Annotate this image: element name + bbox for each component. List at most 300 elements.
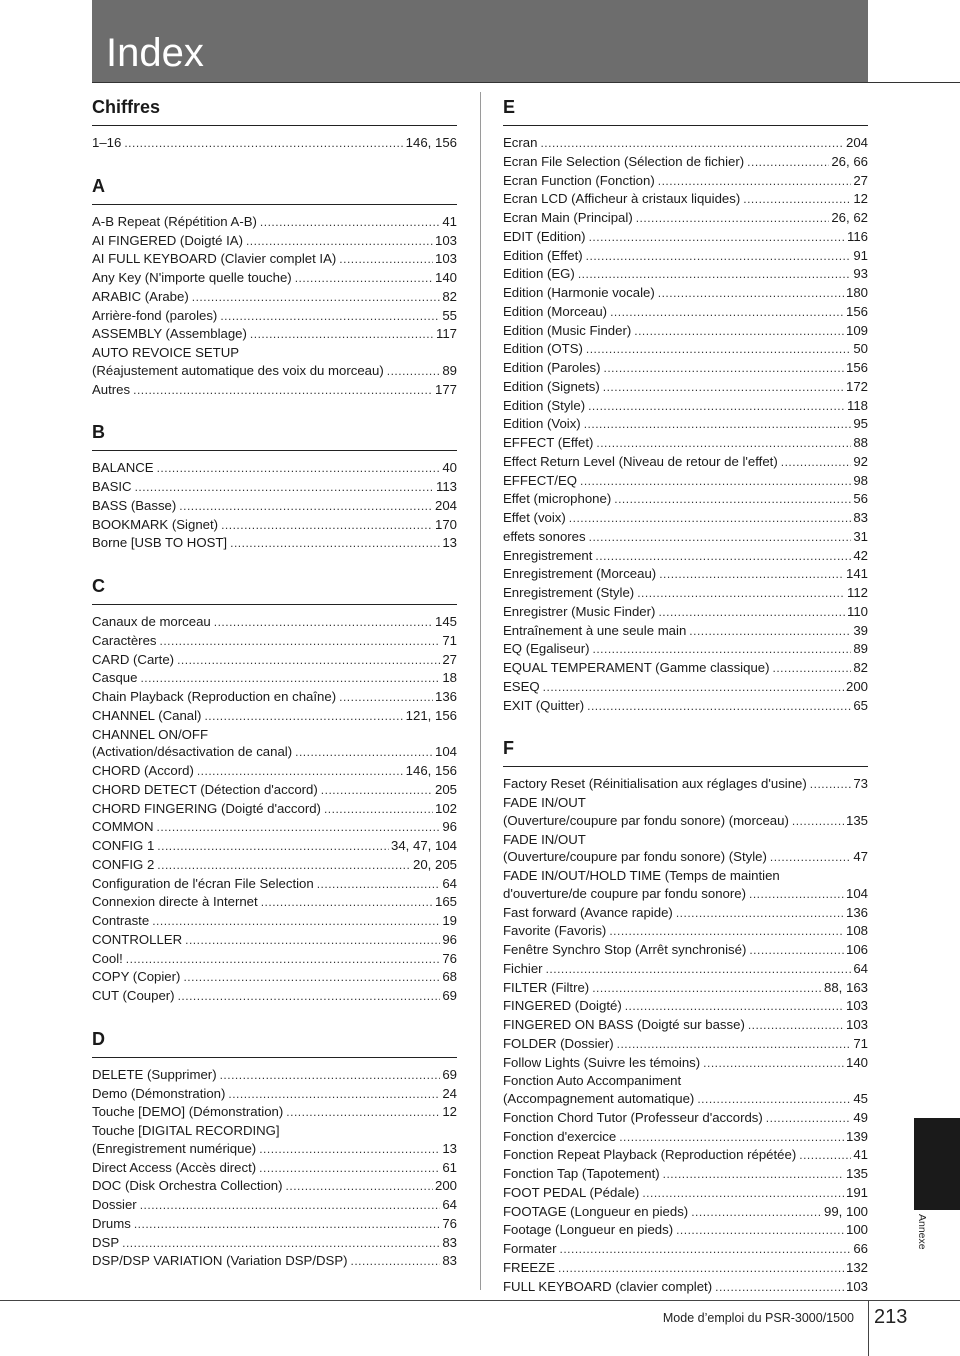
entry-term: Fast forward (Avance rapide) — [503, 904, 673, 920]
entry-page-ref: 76 — [442, 950, 457, 966]
index-entry — [92, 893, 457, 912]
index-entry — [503, 528, 868, 547]
index-entry — [503, 340, 868, 359]
index-entry — [92, 931, 457, 950]
entry-page-ref: 91 — [853, 247, 868, 263]
dot-leader — [619, 1129, 844, 1147]
entry-page-ref: 64 — [442, 875, 457, 891]
entry-term: effets sonores — [503, 528, 586, 544]
entry-term: Ecran LCD (Afficheur à cristaux liquides) — [503, 191, 741, 207]
dot-leader — [634, 323, 844, 341]
entry-page-ref: 69 — [442, 1066, 457, 1082]
index-entry — [503, 1165, 868, 1184]
entry-term: ESEQ — [503, 678, 540, 694]
entry-page-ref: 139 — [845, 1128, 868, 1144]
dot-leader — [324, 801, 433, 819]
entry-page-ref: 19 — [442, 913, 457, 928]
entry-page-ref: 49 — [853, 1109, 868, 1125]
index-entry — [92, 362, 457, 381]
entry-page-ref: 96 — [442, 819, 457, 835]
dot-leader — [157, 857, 411, 875]
index-entry — [503, 134, 868, 153]
entry-page-ref: 18 — [442, 670, 457, 686]
entry-term: Favorite (Favoris) — [503, 923, 607, 939]
section-heading: B — [92, 417, 457, 451]
entry-term: EDIT (Edition) — [503, 228, 586, 244]
entry-term: Entraînement à une seule main — [503, 622, 687, 638]
index-entry — [503, 659, 868, 678]
dot-leader — [584, 416, 852, 434]
entry-term: Casque — [92, 670, 138, 686]
entry-term: Ecran Function (Fonction) — [503, 172, 655, 188]
entry-page-ref: 106 — [845, 942, 868, 957]
dot-leader — [246, 233, 433, 251]
entry-term: CHORD DETECT (Détection d'accord) — [92, 781, 318, 797]
page-title: Index — [106, 31, 204, 75]
manual-title: Mode d’emploi du PSR-3000/1500 — [662, 1311, 854, 1325]
entry-page-ref: 82 — [853, 660, 868, 675]
entry-page-ref: 68 — [442, 969, 457, 985]
section-heading: C — [92, 571, 457, 605]
dot-leader — [220, 308, 440, 326]
entry-term: Arrière-fond (paroles) — [92, 307, 218, 323]
entry-term: (Ouverture/coupure par fondu sonore) (morceau) — [503, 812, 789, 828]
dot-leader — [126, 951, 441, 969]
entry-term: Canaux de morceau — [92, 614, 211, 629]
entry-term: Demo (Démonstration) — [92, 1085, 226, 1101]
dot-leader — [637, 585, 845, 603]
index-entry — [503, 997, 868, 1016]
dot-leader — [658, 604, 845, 622]
dot-leader — [749, 942, 844, 960]
dot-leader — [592, 641, 851, 659]
index-entry-line: Touche [DIGITAL RECORDING] — [92, 1123, 280, 1138]
dot-leader — [122, 1235, 440, 1253]
entry-page-ref: 27 — [442, 651, 457, 667]
dot-leader — [636, 210, 830, 228]
entry-term: Formater — [503, 1241, 557, 1256]
dot-leader — [781, 454, 852, 472]
entry-page-ref: 83 — [853, 510, 868, 525]
dot-leader — [540, 135, 844, 153]
index-entry — [92, 1066, 457, 1085]
entry-term: Enregistrer (Music Finder) — [503, 603, 656, 619]
dot-leader — [642, 1185, 844, 1203]
entry-page-ref: 100 — [845, 1222, 868, 1238]
section-tab-marker — [914, 1118, 960, 1210]
index-entry — [503, 490, 868, 509]
dot-leader — [663, 1166, 844, 1184]
entry-page-ref: 135 — [845, 812, 868, 828]
index-entry — [503, 775, 868, 794]
dot-leader — [703, 1055, 844, 1073]
section-heading: F — [503, 733, 868, 767]
dot-leader — [659, 566, 844, 584]
index-entry-line: CHANNEL ON/OFF — [92, 726, 209, 742]
index-entry — [92, 837, 457, 856]
dot-leader — [387, 363, 441, 381]
index-entry — [92, 818, 457, 837]
entry-page-ref: 136 — [434, 689, 457, 704]
entry-page-ref: 47 — [853, 849, 868, 865]
entry-term: CONFIG 2 — [92, 856, 155, 872]
entry-term: AI FINGERED (Doigté IA) — [92, 232, 243, 248]
entry-page-ref: 26, 66 — [831, 153, 868, 169]
entry-term: Contraste — [92, 913, 150, 928]
index-entry — [503, 1221, 868, 1240]
entry-term: CONFIG 1 — [92, 838, 155, 853]
dot-leader — [250, 326, 434, 344]
entry-page-ref: 156 — [845, 303, 868, 319]
entry-page-ref: 170 — [434, 516, 457, 532]
section-spacer — [503, 715, 868, 733]
entry-page-ref: 71 — [853, 1035, 868, 1051]
entry-page-ref: 121, 156 — [405, 707, 457, 723]
dot-leader — [625, 998, 844, 1016]
entry-page-ref: 112 — [846, 585, 868, 600]
entry-page-ref: 20, 205 — [413, 856, 457, 872]
entry-page-ref: 103 — [845, 998, 868, 1014]
entry-term: Edition (Harmonie vocale) — [503, 285, 655, 300]
entry-term: Footage (Longueur en pieds) — [503, 1222, 674, 1238]
entry-page-ref: 205 — [434, 781, 457, 797]
index-entry — [503, 397, 868, 416]
entry-page-ref: 136 — [845, 904, 868, 920]
entry-page-ref: 200 — [434, 1178, 457, 1194]
dot-leader — [286, 1178, 433, 1196]
entry-term: CHORD FINGERING (Doigté d'accord) — [92, 800, 321, 816]
dot-leader — [295, 270, 433, 288]
index-entry — [92, 781, 457, 800]
dot-leader — [177, 652, 440, 670]
dot-leader — [220, 1067, 441, 1085]
entry-term: Factory Reset (Réinitialisation aux réglages d'usine) — [503, 776, 807, 792]
entry-page-ref: 83 — [442, 1253, 457, 1269]
section-heading: E — [503, 92, 868, 126]
entry-term: Enregistrement (Style) — [503, 585, 635, 600]
entry-page-ref: 103 — [434, 232, 457, 248]
index-entry — [92, 250, 457, 269]
footer-divider — [868, 1300, 869, 1356]
dot-leader — [185, 932, 440, 950]
entry-page-ref: 61 — [442, 1159, 457, 1175]
index-entry — [503, 1035, 868, 1054]
dot-leader — [197, 763, 404, 781]
dot-leader — [586, 248, 852, 266]
index-entry — [503, 153, 868, 172]
entry-term: 1–16 — [92, 135, 122, 150]
entry-term: DOC (Disk Orchestra Collection) — [92, 1178, 283, 1194]
entry-term: AI FULL KEYBOARD (Clavier complet IA) — [92, 251, 337, 267]
dot-leader — [339, 689, 433, 707]
entry-term: BASS (Basse) — [92, 497, 177, 513]
index-entry — [503, 697, 868, 716]
entry-page-ref: 145 — [434, 614, 457, 629]
index-entry — [92, 1140, 457, 1159]
dot-leader — [676, 905, 844, 923]
index-entry — [503, 1259, 868, 1278]
footer-rule — [0, 1300, 960, 1301]
dot-leader — [792, 813, 844, 831]
entry-term: Caractères — [92, 632, 157, 648]
entry-term: CONTROLLER — [92, 931, 183, 947]
entry-term: BALANCE — [92, 460, 154, 476]
entry-term: (Enregistrement numérique) — [92, 1140, 257, 1156]
index-entry — [92, 1159, 457, 1178]
entry-term: FINGERED ON BASS (Doigté sur basse) — [503, 1017, 745, 1032]
index-entry — [92, 875, 457, 894]
index-entry — [92, 762, 457, 781]
entry-term: CUT (Couper) — [92, 988, 175, 1003]
dot-leader — [773, 660, 852, 678]
dot-leader — [748, 1017, 844, 1035]
dot-leader — [157, 838, 389, 856]
dot-leader — [230, 535, 440, 553]
entry-term: DSP — [92, 1234, 120, 1250]
entry-page-ref: 34, 47, 104 — [391, 838, 457, 853]
entry-term: Touche [DEMO] (Démonstration) — [92, 1104, 284, 1120]
dot-leader — [658, 285, 844, 303]
dot-leader — [261, 894, 433, 912]
dot-leader — [228, 1086, 440, 1104]
entry-page-ref: 172 — [845, 378, 868, 394]
entry-term: A-B Repeat (Répétition A-B) — [92, 213, 257, 229]
dot-leader — [715, 1279, 844, 1297]
dot-leader — [157, 460, 441, 478]
dot-leader — [260, 214, 440, 232]
index-entry — [503, 848, 868, 867]
index-entry — [503, 190, 868, 209]
entry-page-ref: 89 — [442, 362, 457, 378]
index-entry — [503, 979, 868, 998]
entry-page-ref: 64 — [853, 960, 868, 976]
entry-page-ref: 24 — [442, 1085, 457, 1101]
entry-term: Enregistrement — [503, 547, 593, 563]
index-header-band — [92, 0, 868, 82]
entry-term: EQ (Egaliseur) — [503, 641, 590, 657]
dot-leader — [140, 670, 440, 688]
index-entry — [92, 459, 457, 478]
entry-page-ref: 12 — [853, 191, 868, 207]
index-entry — [503, 509, 868, 528]
entry-term: FOOT PEDAL (Pédale) — [503, 1184, 640, 1200]
index-entry — [503, 453, 868, 472]
index-entry — [503, 565, 868, 584]
dot-leader — [587, 698, 851, 716]
index-entry — [92, 743, 457, 762]
index-entry — [92, 856, 457, 875]
dot-leader — [810, 776, 852, 794]
entry-term: FINGERED (Doigté) — [503, 998, 622, 1014]
dot-leader — [321, 782, 433, 800]
entry-page-ref: 42 — [853, 547, 868, 563]
dot-leader — [586, 341, 851, 359]
entry-term: Connexion directe à Internet — [92, 894, 258, 910]
entry-page-ref: 39 — [853, 622, 868, 638]
index-entry — [503, 378, 868, 397]
dot-leader — [183, 969, 440, 987]
entry-term: EXIT (Quitter) — [503, 697, 585, 713]
dot-leader — [676, 1222, 844, 1240]
dot-leader — [603, 360, 844, 378]
index-entry — [503, 322, 868, 341]
index-entry-line: FADE IN/OUT — [503, 831, 586, 847]
index-entry-line: Fonction Auto Accompaniment — [503, 1073, 682, 1089]
dot-leader — [317, 876, 441, 894]
dot-leader — [592, 980, 822, 998]
index-entry-line: FADE IN/OUT — [503, 795, 586, 810]
entry-page-ref: 156 — [845, 360, 868, 375]
dot-leader — [214, 614, 433, 632]
dot-leader — [658, 173, 852, 191]
dot-leader — [603, 379, 844, 397]
entry-term: Effet (microphone) — [503, 491, 612, 507]
entry-page-ref: 102 — [434, 800, 457, 816]
entry-page-ref: 140 — [845, 1054, 868, 1070]
entry-term: Effet (voix) — [503, 510, 566, 525]
index-entry — [503, 922, 868, 941]
dot-leader — [178, 988, 441, 1006]
entry-term: Edition (Signets) — [503, 378, 600, 394]
entry-page-ref: 135 — [845, 1166, 868, 1181]
index-entry — [92, 1234, 457, 1253]
index-entry — [503, 885, 868, 904]
dot-leader — [295, 744, 433, 762]
entry-page-ref: 92 — [853, 453, 868, 469]
dot-leader — [339, 251, 433, 269]
entry-term: Fonction Tap (Tapotement) — [503, 1166, 660, 1181]
entry-term: COPY (Copier) — [92, 969, 181, 985]
entry-page-ref: 69 — [442, 988, 457, 1003]
dot-leader — [157, 819, 441, 837]
entry-term: BOOKMARK (Signet) — [92, 516, 219, 532]
index-entry — [92, 134, 457, 153]
index-entry — [503, 434, 868, 453]
index-entry — [503, 1090, 868, 1109]
dot-leader — [569, 510, 852, 528]
index-entry — [503, 1203, 868, 1222]
entry-term: Chain Playback (Reproduction en chaîne) — [92, 689, 337, 704]
entry-page-ref: 56 — [853, 491, 868, 507]
index-entry — [503, 622, 868, 641]
index-entry — [503, 640, 868, 659]
dot-leader — [546, 961, 852, 979]
index-entry — [92, 669, 457, 688]
entry-term: EQUAL TEMPERAMENT (Gamme classique) — [503, 660, 770, 675]
entry-term: Direct Access (Accès direct) — [92, 1159, 257, 1175]
entry-page-ref: 113 — [435, 479, 457, 494]
index-entry — [503, 904, 868, 923]
index-entry-line: AUTO REVOICE SETUP — [92, 345, 240, 360]
index-entry — [92, 232, 457, 251]
dot-leader — [689, 623, 851, 641]
entry-page-ref: 200 — [845, 678, 868, 694]
dot-leader — [580, 473, 851, 491]
entry-page-ref: 31 — [853, 528, 868, 544]
entry-page-ref: 83 — [442, 1234, 457, 1250]
index-entry — [92, 307, 457, 326]
index-entry — [503, 172, 868, 191]
entry-term: Cool! — [92, 950, 123, 966]
entry-page-ref: 88 — [853, 435, 868, 450]
index-entry — [503, 284, 868, 303]
dot-leader — [560, 1241, 852, 1259]
entry-term: FULL KEYBOARD (clavier complet) — [503, 1278, 713, 1294]
index-entry — [92, 497, 457, 516]
entry-page-ref: 12 — [442, 1104, 457, 1120]
entry-term: Dossier — [92, 1197, 137, 1212]
index-entry — [503, 1109, 868, 1128]
index-entry — [92, 1252, 457, 1271]
index-entry — [503, 359, 868, 378]
index-entry — [92, 1196, 457, 1215]
index-entry — [92, 516, 457, 535]
index-entry — [503, 584, 868, 603]
entry-page-ref: 93 — [853, 266, 868, 282]
index-entry — [503, 1278, 868, 1297]
entry-page-ref: 96 — [442, 931, 457, 947]
dot-leader — [259, 1141, 440, 1159]
entry-page-ref: 40 — [442, 460, 457, 476]
dot-leader — [192, 289, 441, 307]
entry-page-ref: 26, 62 — [831, 210, 868, 225]
entry-page-ref: 64 — [442, 1197, 457, 1212]
entry-page-ref: 109 — [845, 322, 868, 338]
entry-term: Edition (Effet) — [503, 247, 583, 263]
index-entry — [92, 288, 457, 307]
section-spacer — [92, 1006, 457, 1024]
index-entry — [503, 812, 868, 831]
index-entry — [92, 651, 457, 670]
entry-term: Fonction Chord Tutor (Professeur d'accords) — [503, 1109, 763, 1125]
entry-term: Any Key (N'importe quelle touche) — [92, 270, 292, 285]
index-entry — [92, 1177, 457, 1196]
dot-leader — [766, 1110, 852, 1128]
entry-term: Fonction d'exercice — [503, 1128, 617, 1144]
section-heading: Chiffres — [92, 92, 457, 126]
entry-term: Autres — [92, 381, 131, 397]
dot-leader — [259, 1160, 440, 1178]
entry-page-ref: 177 — [434, 381, 457, 397]
entry-page-ref: 65 — [853, 697, 868, 713]
index-entry — [503, 247, 868, 266]
dot-leader — [558, 1260, 844, 1278]
dot-leader — [799, 1147, 851, 1165]
index-entry — [503, 209, 868, 228]
entry-page-ref: 132 — [845, 1259, 868, 1275]
entry-term: ARABIC (Arabe) — [92, 288, 189, 304]
dot-leader — [124, 135, 403, 153]
entry-term: (Réajustement automatique des voix du morceau) — [92, 362, 384, 378]
index-entry — [503, 265, 868, 284]
dot-leader — [589, 529, 852, 547]
dot-leader — [543, 679, 844, 697]
index-entry — [503, 1128, 868, 1147]
index-entry — [503, 941, 868, 960]
entry-page-ref: 41 — [853, 1147, 868, 1163]
dot-leader — [770, 849, 851, 867]
entry-term: BASIC — [92, 479, 132, 494]
dot-leader — [204, 708, 403, 726]
entry-page-ref: 204 — [434, 497, 457, 513]
index-entry — [92, 381, 457, 400]
entry-term: Configuration de l'écran File Selection — [92, 875, 314, 891]
index-entry — [92, 1085, 457, 1104]
entry-term: (Accompagnement automatique) — [503, 1091, 695, 1106]
page-number: 213 — [874, 1306, 908, 1328]
entry-page-ref: 103 — [845, 1278, 868, 1294]
section-tab-label: Annexe — [916, 1214, 928, 1250]
